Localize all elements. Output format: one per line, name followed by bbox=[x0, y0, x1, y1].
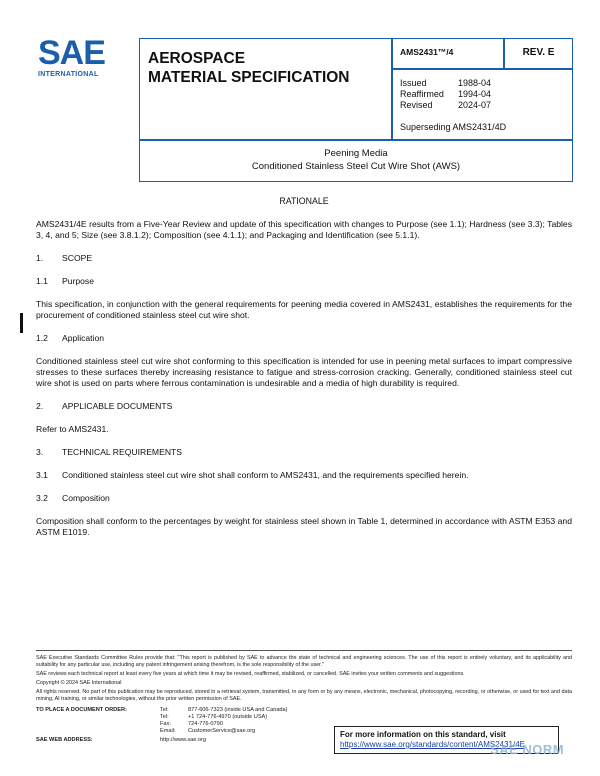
section-heading-2: 2. APPLICABLE DOCUMENTS bbox=[36, 401, 173, 411]
date-row-reaffirmed: Reaffirmed 1994-04 bbox=[400, 89, 492, 99]
rationale-heading: RATIONALE bbox=[279, 196, 329, 206]
section-heading-3: 3. TECHNICAL REQUIREMENTS bbox=[36, 447, 183, 457]
purpose-text: This specification, in conjunction with the general requirements for peening media covered in AMS2431, establishes the requirements for the procurement of conditioned stainless steel cut wire shot. bbox=[36, 299, 572, 320]
logo-mark: SAE bbox=[38, 34, 105, 72]
section-heading-1-1: 1.1 Purpose bbox=[36, 276, 95, 286]
contact-list: Tel: 877-606-7323 (inside USA and Canada) Tel: +1 724-776-4970 (outside USA) Fax: 724-776-0790 Email: CustomerService@sae.org bbox=[160, 707, 288, 734]
footer-review-text: SAE reviews each technical report at least every five years at which time it may be revised, reaffirmed, stabilized, or cancelled. SAE invites your written comments and suggestions. bbox=[36, 671, 465, 677]
section-heading-3-2: 3.2 Composition bbox=[36, 493, 110, 503]
date-row-revised: Revised 2024-07 bbox=[400, 100, 492, 110]
revision-label: REV. E bbox=[504, 38, 573, 69]
document-number: AMS2431™/4 bbox=[392, 38, 504, 69]
web-link[interactable]: http://www.sae.org bbox=[160, 737, 207, 743]
document-subtitle-box bbox=[139, 140, 573, 182]
dates-box bbox=[392, 69, 573, 140]
subtitle-line2: Conditioned Stainless Steel Cut Wire Shot (AWS) bbox=[251, 161, 461, 172]
more-info-title: For more information on this standard, visit bbox=[340, 730, 506, 739]
standard-url-link[interactable]: https://www.sae.org/standards/content/AMS2431/4E bbox=[340, 740, 525, 749]
rationale-text: AMS2431/4E results from a Five-Year Review and update of this specification with changes to Purpose (see 1.1); Hardness (see 3.3); Tables 3, 4, and 5; Size (see 3.8.1.2); Composition (see 4.1.1); and Packaging and Identification (see 5.1.1). bbox=[36, 219, 572, 240]
contact-tel-usa: 877-606-7323 (inside USA and Canada) bbox=[188, 707, 288, 713]
doc-type-line1: AEROSPACE bbox=[148, 50, 246, 67]
contact-fax: 724-776-0790 bbox=[188, 721, 223, 727]
subtitle-line1: Peening Media bbox=[324, 148, 388, 159]
change-bar bbox=[20, 313, 23, 333]
sae-logo bbox=[38, 36, 120, 78]
footer-copyright: Copyright © 2024 SAE International bbox=[36, 680, 122, 686]
watermark: SAE NORM bbox=[490, 742, 565, 757]
contact-email[interactable]: CustomerService@sae.org bbox=[188, 728, 256, 734]
footer-rights-text: All rights reserved. No part of this publication may be reproduced, stored in a retrieval system, transmitted, in any form or by any means, electronic, mechanical, photocopying, recording, or otherwise, or used for text and data mining, AI training, or similar technologies, without the prior written permission of SAE. bbox=[36, 689, 572, 702]
document-body bbox=[36, 196, 572, 538]
composition-text: Composition shall conform to the percentages by weight for stainless steel shown in Table 1, determined in accordance with ASTM E353 and ASTM E1019. bbox=[36, 516, 572, 537]
superseding-note: Superseding AMS2431/4D bbox=[400, 122, 507, 132]
applicable-documents-text: Refer to AMS2431. bbox=[36, 424, 109, 434]
logo-subtext: INTERNATIONAL bbox=[38, 71, 99, 78]
date-row-issued: Issued 1988-04 bbox=[400, 78, 492, 88]
document-type-box bbox=[139, 38, 392, 140]
order-label: TO PLACE A DOCUMENT ORDER: bbox=[36, 707, 127, 713]
footer-rules-text: SAE Executive Standards Committee Rules provide that: "This report is published by SAE to advance the state of technical and engineering sciences. The use of this report is entirely voluntary, and its applicability and suitability for any particular use, including any patent infringement arising therefrom, is the sole responsibility of the user." bbox=[36, 655, 572, 668]
doc-type-line2: MATERIAL SPECIFICATION bbox=[148, 69, 350, 86]
section-heading-1: 1. SCOPE bbox=[36, 253, 93, 263]
web-label: SAE WEB ADDRESS: bbox=[36, 737, 93, 743]
contact-tel-intl: +1 724-776-4970 (outside USA) bbox=[188, 714, 268, 720]
application-text: Conditioned stainless steel cut wire shot conforming to this specification is intended for use in peening metal surfaces to impart compressive stresses to these surfaces thereby increasing resistance to fatigue and stress-corrosion cracking. Generally, conditioned stainless steel cut wire shot is used on parts where ferrous contamination is undesirable and a media of high durability is required. bbox=[36, 356, 572, 388]
section-heading-1-2: 1.2 Application bbox=[36, 333, 105, 343]
section-3-1: 3.1 Conditioned stainless steel cut wire shot shall conform to AMS2431, and the requirements specified herein. bbox=[36, 470, 469, 480]
